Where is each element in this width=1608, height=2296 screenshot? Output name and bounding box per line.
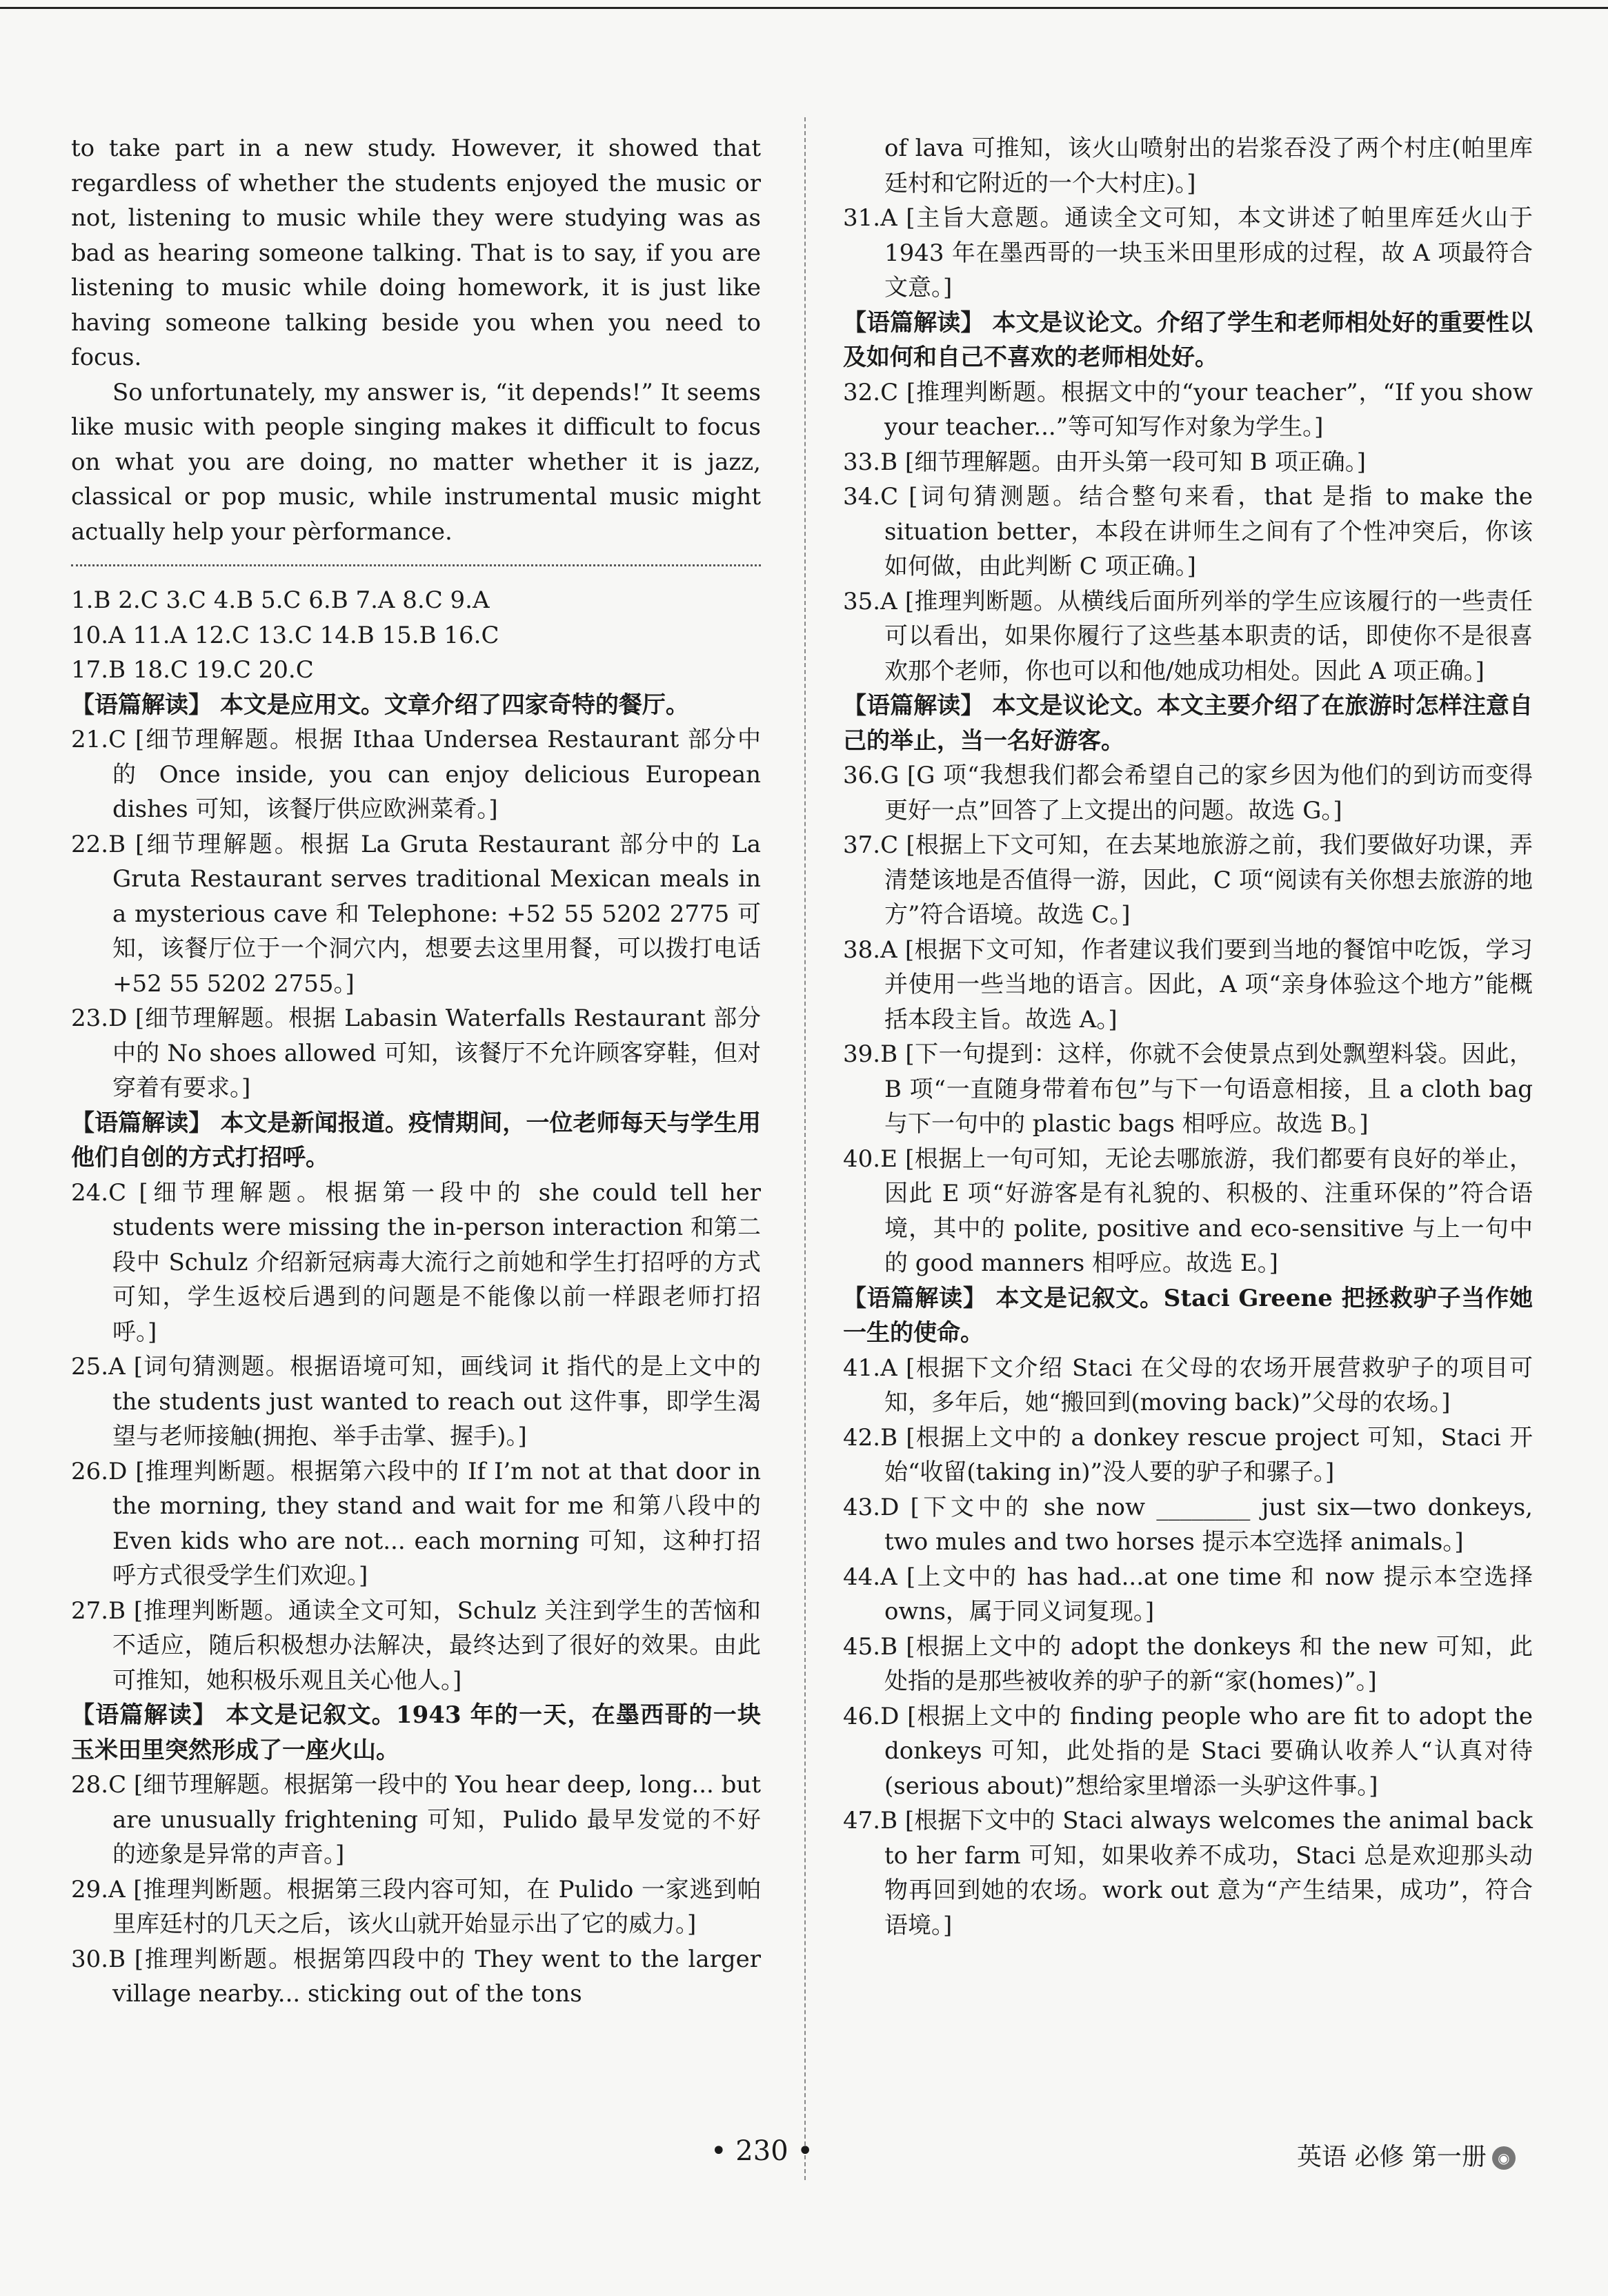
publisher-logo-icon: ◉	[1492, 2146, 1516, 2170]
left-blocks	[71, 688, 761, 2012]
section-text: 本文是记叙文。Staci Greene 把拯救驴子当作她一生的使命。	[843, 1284, 1533, 1347]
answer-explanation: 28.C [细节理解题。根据第一段中的 You hear deep, long... but are unusually frightening 可知，Pulido 最早发觉的不好的迹象是异常的声音。]	[71, 1771, 761, 1868]
top-rule	[0, 7, 1608, 9]
dotted-divider	[71, 564, 761, 566]
answer-explanation: 36.G [G 项“我想我们都会希望自己的家乡因为他们的到访而变得更好一点”回答了上文提出的问题。故选 G。]	[843, 762, 1533, 824]
answer-line-2: 10.A 11.A 12.C 13.C 14.B 15.B 16.C	[71, 621, 499, 649]
section-tag: 【语篇解读】	[71, 1109, 212, 1137]
answer-explanation: 31.A [主旨大意题。通读全文可知，本文讲述了帕里库廷火山于 1943 年在墨西哥的一块玉米田里形成的过程，故 A 项最符合文意。]	[843, 204, 1533, 301]
answer-explanation: 38.A [根据下文可知，作者建议我们要到当地的餐馆中吃饭，学习并使用一些当地的语言。因此，A 项“亲身体验这个地方”能概括本段主旨。故选 A。]	[843, 936, 1533, 1033]
answer-explanation: 34.C [词句猜测题。结合整句来看，that 是指 to make the situation better，本段在讲师生之间有了个性冲突后，你该如何做，由此判断 C 项正确。]	[843, 483, 1533, 580]
answer-explanation: 47.B [根据下文中的 Staci always welcomes the animal back to her farm 可知，如果收养不成功，Staci 总是欢迎那头动物再回到她的农场。work out 意为“产生结果，成功”，符合语境。]	[843, 1807, 1533, 1939]
answer-explanation: 35.A [推理判断题。从横线后面所列举的学生应该履行的一些责任可以看出，如果你履行了这些基本职责的话，即使你不是很喜欢那个老师，你也可以和他/她成功相处。因此 A 项正确。]	[843, 587, 1533, 685]
answer-explanation: 46.D [根据上文中的 finding people who are fit to adopt the donkeys 可知，此处指的是 Staci 要确认收养人“认真对待(serious about)”想给家里增添一头驴这件事。]	[843, 1702, 1533, 1800]
section-tag: 【语篇解读】	[843, 692, 984, 720]
answer-explanation: 41.A [根据下文介绍 Staci 在父母的农场开展营救驴子的项目可知，多年后，她“搬回到(moving back)”父母的农场。]	[843, 1354, 1533, 1416]
answer-explanation: 29.A [推理判断题。根据第三段内容可知，在 Pulido 一家逃到帕里库廷村的几天之后，该火山就开始显示出了它的威力。]	[71, 1875, 761, 1938]
answer-explanation: 23.D [细节理解题。根据 Labasin Waterfalls Restaurant 部分中的 No shoes allowed 可知，该餐厅不允许顾客穿鞋，但对穿着有要求。]	[71, 1004, 761, 1102]
answer-explanation: 30.B [推理判断题。根据第四段中的 They went to the larger village nearby... sticking out of the tons	[71, 1945, 761, 2008]
reading-analysis	[71, 1698, 761, 1768]
intro-paragraph-2: So unfortunately, my answer is, “it depends!” It seems like music with people singing makes it difficult to focus on what you are doing, no matter whether it is jazz, classical or pop music, while instrumental music might actually help your pèrformance.	[71, 378, 761, 546]
answer-explanation: 27.B [推理判断题。通读全文可知，Schulz 关注到学生的苦恼和不适应，随后积极想办法解决，最终达到了很好的效果。由此可推知，她积极乐观且关心他人。]	[71, 1596, 761, 1694]
reading-analysis	[71, 688, 761, 723]
answer-explanation: 22.B [细节理解题。根据 La Gruta Restaurant 部分中的 La Gruta Restaurant serves traditional Mexican meals in a mysterious cave 和 Telephone: +52 55 5202 2775 可知，该餐厅位于一个洞穴内，想要去这里用餐，可以拨打电话+52 55 5202 2755。]	[71, 830, 761, 998]
reading-analysis	[843, 1281, 1533, 1351]
answer-explanation: 40.E [根据上一句可知，无论去哪旅游，我们都要有良好的举止，因此 E 项“好游客是有礼貌的、积极的、注重环保的”符合语境，其中的 polite, positive and eco-sensitive 与上一句中的 good manners 相呼应。故选 E。]	[843, 1145, 1533, 1277]
book-footer	[1297, 2137, 1516, 2173]
answer-explanation: 45.B [根据上文中的 adopt the donkeys 和 the new 可知，此处指的是那些被收养的驴子的新“家(homes)”。]	[843, 1632, 1533, 1695]
section-tag: 【语篇解读】	[71, 691, 212, 719]
column-separator	[804, 117, 806, 2180]
answer-explanation: 37.C [根据上下文可知，在去某地旅游之前，我们要做好功课，弄清楚该地是否值得一游，因此，C 项“阅读有关你想去旅游的地方”符合语境。故选 C。]	[843, 831, 1533, 929]
section-text: 本文是议论文。本文主要介绍了在旅游时怎样注意自己的举止，当一名好游客。	[843, 692, 1533, 755]
section-text: 本文是议论文。介绍了学生和老师相处好的重要性以及如何和自己不喜欢的老师相处好。	[843, 308, 1533, 371]
answer-explanation: 33.B [细节理解题。由开头第一段可知 B 项正确。]	[843, 448, 1366, 476]
right-blocks	[843, 131, 1533, 1943]
intro-paragraph-1: to take part in a new study. However, it showed that regardless of whether the students enjoyed the music or not, listening to music while they were studying was as bad as hearing someone talking. That is to say, if you are listening to music while doing homework, it is just like having someone talking beside you when you need to focus.	[71, 135, 761, 371]
reading-analysis	[843, 689, 1533, 758]
answer-explanation: 44.A [上文中的 has had...at one time 和 now 提示本空选择 owns，属于同义词复现。]	[843, 1563, 1533, 1625]
answer-line-1: 1.B 2.C 3.C 4.B 5.C 6.B 7.A 8.C 9.A	[71, 586, 490, 614]
answer-explanation: 32.C [推理判断题。根据文中的“your teacher”，“If you show your teacher...”等可知写作对象为学生。]	[843, 378, 1533, 441]
answer-explanation: 21.C [细节理解题。根据 Ithaa Undersea Restaurant 部分中的 Once inside, you can enjoy delicious European dishes 可知，该餐厅供应欧洲菜肴。]	[71, 726, 761, 823]
answer-explanation: 25.A [词句猜测题。根据语境可知，画线词 it 指代的是上文中的 the students just wanted to reach out 这件事，即学生渴望与老师接触(拥抱、举手击掌、握手)。]	[71, 1353, 761, 1450]
section-text: 本文是应用文。文章介绍了四家奇特的餐厅。	[219, 691, 689, 719]
continued-text: of lava 可推知，该火山喷射出的岩浆吞没了两个村庄(帕里库廷村和它附近的一个大村庄)。]	[884, 135, 1533, 197]
answer-explanation: 26.D [推理判断题。根据第六段中的 If I’m not at that door in the morning, they stand and wait for me 和第八段中的 Even kids who are not... each morning 可知，这种打招呼方式很受学生们欢迎。]	[71, 1457, 761, 1590]
answer-explanation: 24.C [细节理解题。根据第一段中的 she could tell her students were missing the in-person interaction 和第二段中 Schulz 介绍新冠病毒大流行之前她和学生打招呼的方式可知，学生返校后遇到的问题是不能像以前一样跟老师打招呼。]	[71, 1178, 761, 1346]
left-column	[71, 131, 761, 2012]
answer-explanation: 42.B [根据上文中的 a donkey rescue project 可知，Staci 开始“收留(taking in)”没人要的驴子和骡子。]	[843, 1423, 1533, 1486]
page-number: • 230 •	[711, 2135, 813, 2167]
section-tag: 【语篇解读】	[843, 308, 984, 337]
answer-explanation: 43.D [下文中的 she now ________ just six—two donkeys, two mules and two horses 提示本空选择 animals。]	[843, 1493, 1533, 1556]
section-tag: 【语篇解读】	[843, 1284, 987, 1312]
section-text: 本文是记叙文。1943 年的一天，在墨西哥的一块玉米田里突然形成了一座火山。	[71, 1701, 761, 1764]
right-column	[843, 131, 1533, 1943]
reading-analysis	[843, 306, 1533, 375]
section-text: 本文是新闻报道。疫情期间，一位老师每天与学生用他们自创的方式打招呼。	[71, 1109, 762, 1171]
reading-analysis	[71, 1106, 761, 1176]
book-title: 英语 必修 第一册	[1297, 2143, 1487, 2171]
section-tag: 【语篇解读】	[71, 1701, 217, 1729]
answer-explanation: 39.B [下一句提到：这样，你就不会使景点到处飘塑料袋。因此，B 项“一直随身带着布包”与下一句语意相接，且 a cloth bag 与下一句中的 plastic bags 相呼应。故选 B。]	[843, 1040, 1533, 1138]
answer-line-3: 17.B 18.C 19.C 20.C	[71, 656, 314, 684]
